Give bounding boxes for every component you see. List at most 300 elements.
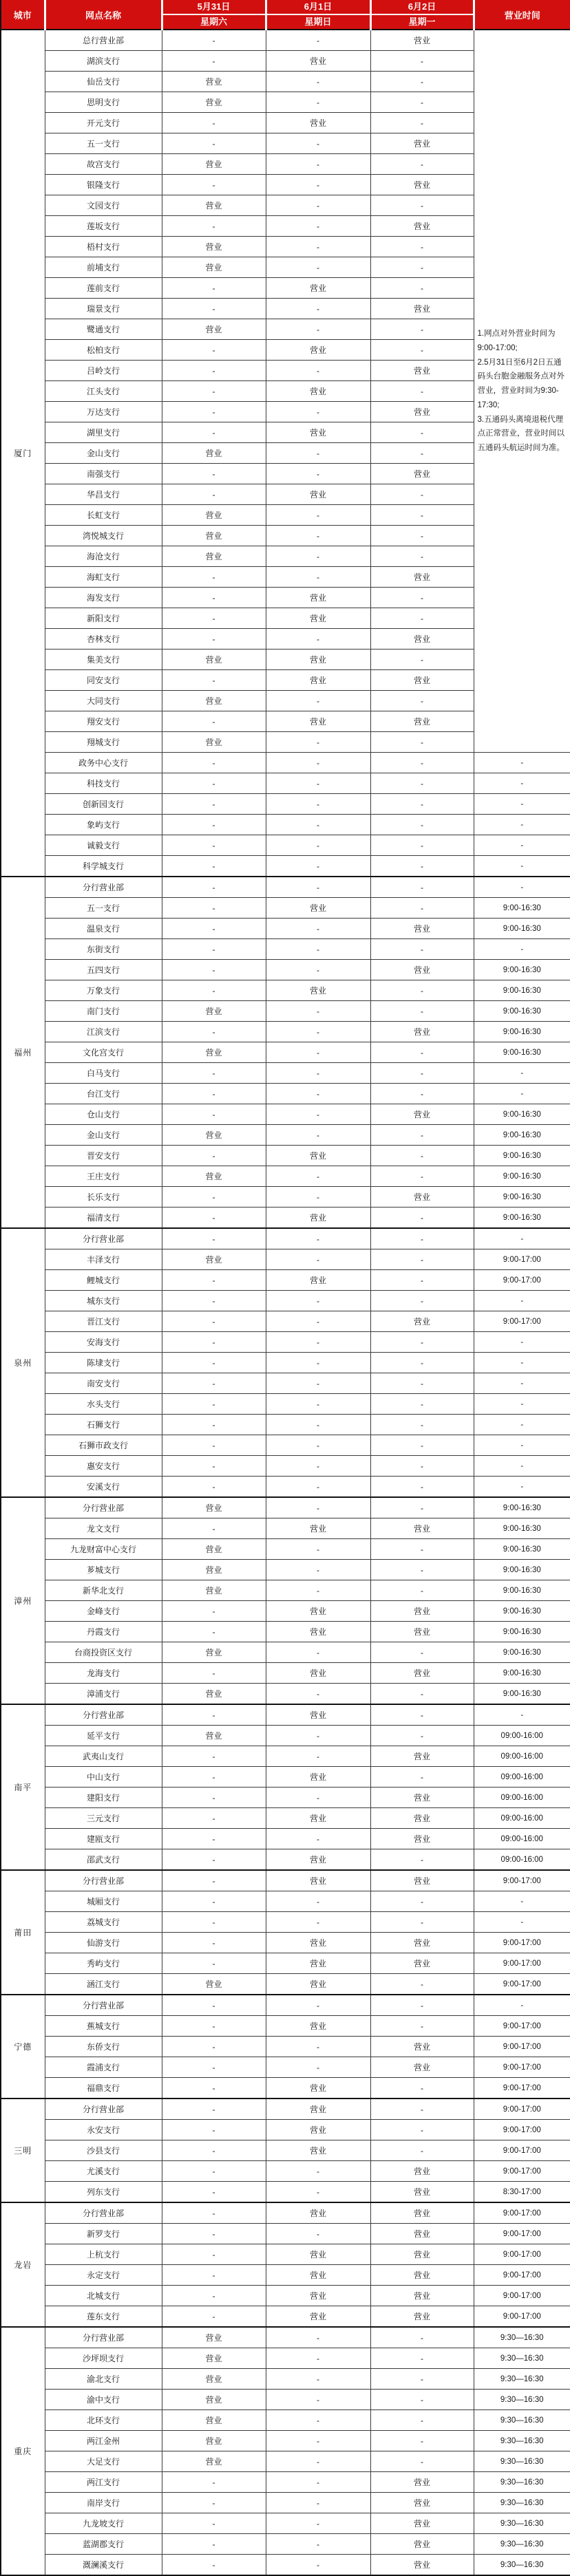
hours-cell: 09:00-16:00 — [474, 1767, 570, 1788]
status-cell-day2: - — [266, 2182, 370, 2203]
hours-cell: 9:30—16:30 — [474, 2327, 570, 2348]
status-cell-day3: - — [370, 1974, 474, 1995]
status-cell-day3: - — [370, 1394, 474, 1415]
hours-cell: 9:00-16:30 — [474, 1518, 570, 1539]
status-cell-day1: 营业 — [162, 1539, 266, 1560]
hours-cell: 9:30—16:30 — [474, 2472, 570, 2493]
branch-cell: 总行营业部 — [45, 30, 162, 51]
status-cell-day3: - — [370, 1891, 474, 1912]
branch-cell: 永安支行 — [45, 2120, 162, 2140]
header-weekday-sunday: 星期日 — [304, 17, 332, 27]
table-row — [1, 1373, 570, 1394]
hours-cell: - — [474, 773, 570, 794]
hours-cell: - — [474, 753, 570, 773]
status-cell-day2: - — [266, 2327, 370, 2348]
table-row — [1, 1208, 570, 1229]
table-row — [1, 1415, 570, 1435]
status-cell-day1: - — [162, 2016, 266, 2037]
status-cell-day3: - — [370, 1228, 474, 1249]
branch-cell: 万象支行 — [45, 980, 162, 1001]
status-cell-day1: - — [162, 2286, 266, 2306]
status-cell-day3: - — [370, 1456, 474, 1477]
table-row — [1, 856, 570, 877]
status-cell-day3: - — [370, 1125, 474, 1146]
status-cell-day2: - — [266, 815, 370, 835]
status-cell-day1: - — [162, 2555, 266, 2576]
branch-cell: 沙县支行 — [45, 2140, 162, 2161]
branch-cell: 仙岳支行 — [45, 72, 162, 92]
status-cell-day2: 营业 — [266, 711, 370, 732]
status-cell-day2: - — [266, 753, 370, 773]
table-row — [1, 1642, 570, 1663]
city-cell: 厦门 — [1, 30, 45, 877]
status-cell-day1: 营业 — [162, 257, 266, 278]
status-cell-day2: - — [266, 732, 370, 753]
table-row — [1, 1933, 570, 1953]
status-cell-day2: - — [266, 1746, 370, 1767]
table-row — [1, 815, 570, 835]
header-day-jun2 — [370, 0, 474, 30]
hours-cell: - — [474, 1435, 570, 1456]
status-cell-day2: - — [266, 1249, 370, 1270]
branch-cell: 长乐支行 — [45, 1187, 162, 1208]
note-line: 2.5月31日至6月2日五通码头台胞金融服务点对外营业，营业时间为9:30-17:30; — [477, 358, 564, 409]
status-cell-day3: - — [370, 1415, 474, 1435]
table-row — [1, 2224, 570, 2244]
status-cell-day1: - — [162, 1373, 266, 1394]
table-row — [1, 2555, 570, 2576]
status-cell-day2: - — [266, 1125, 370, 1146]
status-cell-day1: - — [162, 919, 266, 939]
branch-cell: 三元支行 — [45, 1808, 162, 1829]
status-cell-day3: 营业 — [370, 175, 474, 195]
branch-cell: 江头支行 — [45, 381, 162, 402]
header-weekday-saturday: 星期六 — [200, 17, 227, 27]
table-row — [1, 939, 570, 960]
status-cell-day1: - — [162, 898, 266, 919]
status-cell-day2: - — [266, 1788, 370, 1808]
status-cell-day3: - — [370, 2140, 474, 2161]
branch-cell: 列东支行 — [45, 2182, 162, 2203]
status-cell-day1: - — [162, 402, 266, 422]
table-row — [1, 1456, 570, 1477]
table-row — [1, 980, 570, 1001]
branch-cell: 海沧支行 — [45, 546, 162, 567]
table-row — [1, 1684, 570, 1705]
branch-cell: 银隆支行 — [45, 175, 162, 195]
branch-cell: 城东支行 — [45, 1291, 162, 1311]
hours-cell: 09:00-16:00 — [474, 1746, 570, 1767]
hours-cell: 9:00-17:00 — [474, 2224, 570, 2244]
status-cell-day2: 营业 — [266, 278, 370, 299]
status-cell-day2: 营业 — [266, 650, 370, 670]
hours-cell: 9:30—16:30 — [474, 2451, 570, 2472]
status-cell-day3: - — [370, 422, 474, 443]
branch-cell: 九龙坡支行 — [45, 2513, 162, 2534]
status-cell-day1: 营业 — [162, 237, 266, 257]
table-row — [1, 1601, 570, 1622]
branch-cell: 瑞景支行 — [45, 299, 162, 319]
branch-cell: 中山支行 — [45, 1767, 162, 1788]
branch-cell: 金山支行 — [45, 1125, 162, 1146]
status-cell-day1: - — [162, 1146, 266, 1166]
status-cell-day2: 营业 — [266, 1953, 370, 1974]
branch-cell: 北环支行 — [45, 2410, 162, 2431]
branch-cell: 白马支行 — [45, 1063, 162, 1084]
hours-cell: 9:00-16:30 — [474, 898, 570, 919]
status-cell-day3: - — [370, 1270, 474, 1291]
status-cell-day1: 营业 — [162, 691, 266, 711]
status-cell-day3: - — [370, 753, 474, 773]
branch-cell: 荔城支行 — [45, 1912, 162, 1933]
table-row — [1, 1891, 570, 1912]
branch-cell: 故宫支行 — [45, 154, 162, 175]
table-row — [1, 1187, 570, 1208]
table-row — [1, 1228, 570, 1249]
hours-cell: - — [474, 856, 570, 877]
branch-cell: 翔安支行 — [45, 711, 162, 732]
status-cell-day2: 营业 — [266, 2120, 370, 2140]
hours-cell: - — [474, 1891, 570, 1912]
status-cell-day3: - — [370, 257, 474, 278]
status-cell-day3: 营业 — [370, 567, 474, 588]
status-cell-day1: - — [162, 2037, 266, 2057]
status-cell-day3: - — [370, 237, 474, 257]
table-row — [1, 2513, 570, 2534]
branch-cell: 渝北支行 — [45, 2369, 162, 2390]
status-cell-day1: - — [162, 361, 266, 381]
status-cell-day1: - — [162, 773, 266, 794]
hours-cell: 09:00-16:00 — [474, 1808, 570, 1829]
table-row — [1, 1042, 570, 1063]
branch-cell: 象屿支行 — [45, 815, 162, 835]
status-cell-day2: - — [266, 546, 370, 567]
branch-cell: 五一支行 — [45, 133, 162, 154]
note-line: 1.网点对外营业时间为9:00-17:00; — [477, 330, 556, 353]
status-cell-day2: - — [266, 877, 370, 898]
hours-cell: 9:00-16:30 — [474, 1601, 570, 1622]
branch-cell: 尤溪支行 — [45, 2161, 162, 2182]
status-cell-day2: 营业 — [266, 608, 370, 629]
hours-cell: 9:00-17:00 — [474, 1249, 570, 1270]
status-cell-day1: - — [162, 1704, 266, 1726]
status-cell-day2: - — [266, 1912, 370, 1933]
status-cell-day3: 营业 — [370, 1746, 474, 1767]
city-cell: 三明 — [1, 2099, 45, 2202]
status-cell-day2: 营业 — [266, 2306, 370, 2328]
table-row — [1, 1477, 570, 1498]
table-row — [1, 898, 570, 919]
branch-cell: 湖滨支行 — [45, 51, 162, 72]
status-cell-day2: 营业 — [266, 1146, 370, 1166]
status-cell-day3: - — [370, 1291, 474, 1311]
status-cell-day3: 营业 — [370, 711, 474, 732]
hours-cell: 9:00-16:30 — [474, 1560, 570, 1580]
status-cell-day3: 营业 — [370, 2224, 474, 2244]
status-cell-day2: - — [266, 1891, 370, 1912]
status-cell-day3: 营业 — [370, 216, 474, 237]
status-cell-day1: - — [162, 2078, 266, 2099]
branch-cell: 城厢支行 — [45, 1891, 162, 1912]
table-row — [1, 2534, 570, 2555]
hours-cell: 9:00-16:30 — [474, 1104, 570, 1125]
status-cell-day2: - — [266, 195, 370, 216]
hours-cell: 9:00-17:00 — [474, 2286, 570, 2306]
status-cell-day3: 营业 — [370, 2555, 474, 2576]
status-cell-day3: 营业 — [370, 402, 474, 422]
branch-cell: 分行营业部 — [45, 2099, 162, 2120]
status-cell-day2: - — [266, 939, 370, 960]
status-cell-day3: - — [370, 1497, 474, 1518]
status-cell-day1: - — [162, 1767, 266, 1788]
status-cell-day2: - — [266, 2390, 370, 2410]
status-cell-day2: - — [266, 133, 370, 154]
branch-cell: 集美支行 — [45, 650, 162, 670]
status-cell-day1: 营业 — [162, 2327, 266, 2348]
branch-cell: 思明支行 — [45, 92, 162, 113]
status-cell-day1: 营业 — [162, 1249, 266, 1270]
status-cell-day1: - — [162, 1104, 266, 1125]
status-cell-day1: - — [162, 939, 266, 960]
status-cell-day3: - — [370, 2410, 474, 2431]
table-row — [1, 1849, 570, 1871]
table-row — [1, 794, 570, 815]
status-cell-day2: - — [266, 919, 370, 939]
city-cell: 龙岩 — [1, 2202, 45, 2327]
branch-cell: 金山支行 — [45, 443, 162, 464]
table-row — [1, 1270, 570, 1291]
status-cell-day3: - — [370, 546, 474, 567]
hours-cell: - — [474, 1373, 570, 1394]
status-cell-day3: - — [370, 1353, 474, 1373]
hours-cell: 9:30—16:30 — [474, 2390, 570, 2410]
status-cell-day3: - — [370, 2390, 474, 2410]
status-cell-day2: - — [266, 443, 370, 464]
status-cell-day2: - — [266, 1995, 370, 2016]
branch-cell: 南岸支行 — [45, 2493, 162, 2513]
status-cell-day3: 营业 — [370, 1187, 474, 1208]
status-cell-day1: - — [162, 794, 266, 815]
status-cell-day3: 营业 — [370, 1663, 474, 1684]
status-cell-day1: - — [162, 1829, 266, 1849]
status-cell-day3: - — [370, 1539, 474, 1560]
header-city: 城市 — [1, 0, 45, 30]
status-cell-day2: - — [266, 2057, 370, 2078]
branch-cell: 吕岭支行 — [45, 361, 162, 381]
branch-cell: 海虹支行 — [45, 567, 162, 588]
status-cell-day2: 营业 — [266, 2099, 370, 2120]
table-row — [1, 1829, 570, 1849]
branch-cell: 海发支行 — [45, 588, 162, 608]
hours-cell: 9:00-16:30 — [474, 1208, 570, 1229]
status-cell-day3: 营业 — [370, 1622, 474, 1642]
header-branch-name: 网点名称 — [45, 0, 162, 30]
status-cell-day3: - — [370, 195, 474, 216]
status-cell-day1: 营业 — [162, 1001, 266, 1022]
status-cell-day2: - — [266, 2513, 370, 2534]
table-body — [1, 30, 570, 2575]
hours-cell: 9:00-16:30 — [474, 1022, 570, 1042]
hours-cell: 9:30—16:30 — [474, 2493, 570, 2513]
status-cell-day2: - — [266, 237, 370, 257]
branch-cell: 五一支行 — [45, 898, 162, 919]
status-cell-day2: 营业 — [266, 2016, 370, 2037]
status-cell-day3: 营业 — [370, 299, 474, 319]
status-cell-day2: 营业 — [266, 1270, 370, 1291]
header-day-jun1 — [266, 0, 370, 30]
hours-cell: - — [474, 794, 570, 815]
city-cell: 南平 — [1, 1704, 45, 1870]
status-cell-day1: - — [162, 2140, 266, 2161]
status-cell-day3: - — [370, 939, 474, 960]
branch-cell: 溉澜溪支行 — [45, 2555, 162, 2576]
status-cell-day2: - — [266, 1580, 370, 1601]
status-cell-day1: - — [162, 1291, 266, 1311]
status-cell-day1: 营业 — [162, 526, 266, 546]
status-cell-day1: 营业 — [162, 195, 266, 216]
status-cell-day1: - — [162, 30, 266, 51]
status-cell-day2: - — [266, 1311, 370, 1332]
status-cell-day3: 营业 — [370, 2182, 474, 2203]
branch-cell: 杏林支行 — [45, 629, 162, 650]
status-cell-day3: - — [370, 1560, 474, 1580]
status-cell-day3: 营业 — [370, 2161, 474, 2182]
status-cell-day1: 营业 — [162, 2369, 266, 2390]
table-row — [1, 1580, 570, 1601]
status-cell-day2: - — [266, 526, 370, 546]
table-row — [1, 2451, 570, 2472]
status-cell-day1: - — [162, 2202, 266, 2224]
hours-cell: 9:00-16:30 — [474, 1580, 570, 1601]
status-cell-day3: - — [370, 2369, 474, 2390]
hours-cell: - — [474, 1995, 570, 2016]
hours-cell: 9:00-17:00 — [474, 2099, 570, 2120]
hours-cell: 9:00-16:30 — [474, 1663, 570, 1684]
status-cell-day2: - — [266, 1539, 370, 1560]
status-cell-day3: - — [370, 856, 474, 877]
branch-cell: 诚毅支行 — [45, 835, 162, 856]
hours-cell: 9:00-17:00 — [474, 1870, 570, 1891]
branch-cell: 新罗支行 — [45, 2224, 162, 2244]
status-cell-day2: 营业 — [266, 340, 370, 361]
status-cell-day3: - — [370, 2348, 474, 2369]
status-cell-day2: - — [266, 567, 370, 588]
table-row — [1, 1311, 570, 1332]
table-row — [1, 773, 570, 794]
status-cell-day2: - — [266, 1726, 370, 1746]
status-cell-day3: - — [370, 1208, 474, 1229]
status-cell-day2: 营业 — [266, 2078, 370, 2099]
status-cell-day3: - — [370, 1249, 474, 1270]
status-cell-day3: 营业 — [370, 1829, 474, 1849]
status-cell-day3: - — [370, 2451, 474, 2472]
status-cell-day2: 营业 — [266, 1808, 370, 1829]
branch-cell: 涵江支行 — [45, 1974, 162, 1995]
status-cell-day2: 营业 — [266, 2265, 370, 2286]
status-cell-day1: - — [162, 2513, 266, 2534]
status-cell-day3: - — [370, 835, 474, 856]
table-row — [1, 2431, 570, 2451]
branch-cell: 同安支行 — [45, 670, 162, 691]
branch-cell: 东侨支行 — [45, 2037, 162, 2057]
status-cell-day1: - — [162, 1518, 266, 1539]
city-cell: 莆田 — [1, 1870, 45, 1995]
status-cell-day1: - — [162, 2472, 266, 2493]
table-row — [1, 1870, 570, 1891]
status-cell-day3: - — [370, 1912, 474, 1933]
table-row — [1, 1001, 570, 1022]
status-cell-day2: - — [266, 629, 370, 650]
hours-cell: 9:00-17:00 — [474, 2202, 570, 2224]
status-cell-day3: - — [370, 1580, 474, 1601]
status-cell-day1: - — [162, 1953, 266, 1974]
status-cell-day3: - — [370, 2327, 474, 2348]
table-row — [1, 1560, 570, 1580]
status-cell-day1: - — [162, 464, 266, 484]
table-row — [1, 2390, 570, 2410]
status-cell-day3: - — [370, 1084, 474, 1104]
status-cell-day3: - — [370, 443, 474, 464]
status-cell-day2: - — [266, 2161, 370, 2182]
branch-cell: 石狮市政支行 — [45, 1435, 162, 1456]
status-cell-day1: - — [162, 1995, 266, 2016]
table-row — [1, 1063, 570, 1084]
status-cell-day1: 营业 — [162, 2410, 266, 2431]
table-row — [1, 2493, 570, 2513]
branch-cell: 丰泽支行 — [45, 1249, 162, 1270]
branch-cell: 石狮支行 — [45, 1415, 162, 1435]
status-cell-day2: - — [266, 1022, 370, 1042]
branch-cell: 南安支行 — [45, 1373, 162, 1394]
branch-cell: 分行营业部 — [45, 1497, 162, 1518]
status-cell-day2: - — [266, 1187, 370, 1208]
status-cell-day1: - — [162, 670, 266, 691]
hours-cell: 09:00-16:00 — [474, 1849, 570, 1871]
status-cell-day3: - — [370, 340, 474, 361]
status-cell-day1: 营业 — [162, 1580, 266, 1601]
status-cell-day1: - — [162, 1849, 266, 1871]
branch-cell: 永定支行 — [45, 2265, 162, 2286]
status-cell-day1: - — [162, 1870, 266, 1891]
status-cell-day3: 营业 — [370, 1311, 474, 1332]
status-cell-day1: - — [162, 877, 266, 898]
status-cell-day3: - — [370, 773, 474, 794]
status-cell-day1: - — [162, 1332, 266, 1353]
branch-cell: 大同支行 — [45, 691, 162, 711]
status-cell-day1: 营业 — [162, 546, 266, 567]
branch-cell: 分行营业部 — [45, 1228, 162, 1249]
status-cell-day1: 营业 — [162, 2431, 266, 2451]
status-cell-day3: - — [370, 1001, 474, 1022]
branch-cell: 陈埭支行 — [45, 1353, 162, 1373]
table-row — [1, 1974, 570, 1995]
table-row — [1, 2057, 570, 2078]
branch-cell: 金峰支行 — [45, 1601, 162, 1622]
branch-cell: 科技支行 — [45, 773, 162, 794]
status-cell-day1: - — [162, 133, 266, 154]
status-cell-day1: - — [162, 1228, 266, 1249]
status-cell-day2: - — [266, 960, 370, 980]
branch-cell: 松柏支行 — [45, 340, 162, 361]
hours-cell: 9:00-16:30 — [474, 1539, 570, 1560]
status-cell-day1: 营业 — [162, 2348, 266, 2369]
status-cell-day3: - — [370, 650, 474, 670]
hours-cell: - — [474, 1291, 570, 1311]
hours-cell: 9:00-17:00 — [474, 2306, 570, 2328]
table-row — [1, 1808, 570, 1829]
hours-cell: 9:30—16:30 — [474, 2431, 570, 2451]
status-cell-day3: 营业 — [370, 2513, 474, 2534]
